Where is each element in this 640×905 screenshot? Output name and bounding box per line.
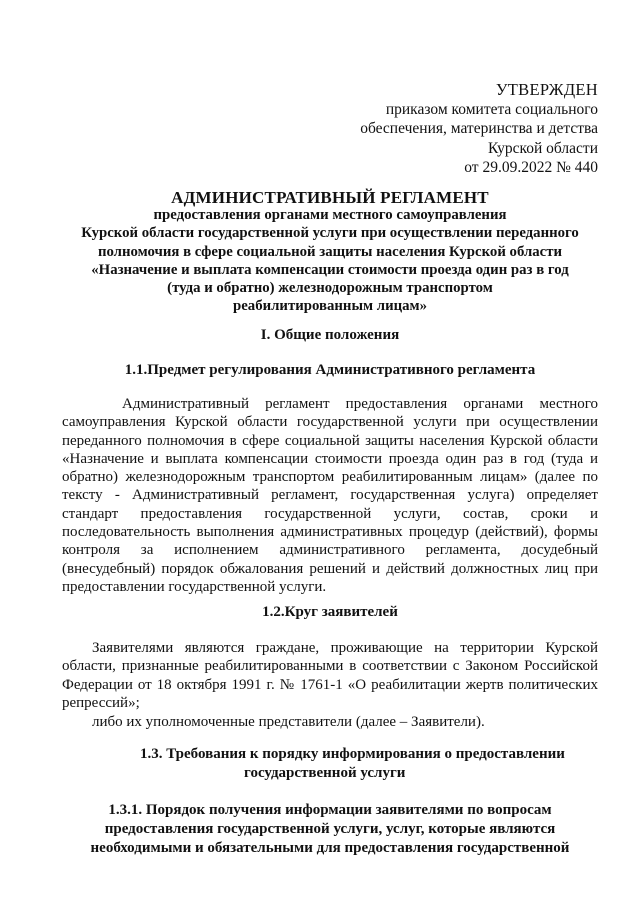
regulation-title: АДМИНИСТРАТИВНЫЙ РЕГЛАМЕНТ bbox=[171, 188, 489, 207]
section-heading-general: I. Общие положения bbox=[260, 327, 400, 343]
approval-line: Курской области bbox=[487, 139, 598, 157]
paragraph-subject bbox=[62, 395, 598, 596]
subtitle-line: «Назначение и выплата компенсации стоимости проезда один раз в год bbox=[91, 261, 569, 278]
subtitle-line: реабилитированным лицам» bbox=[233, 298, 427, 315]
section-heading-1-3 bbox=[140, 745, 600, 783]
paragraph-applicants bbox=[62, 639, 598, 712]
section-heading-1-3-1 bbox=[60, 801, 600, 858]
heading-line: 1.3.1. Порядок получения информации заявителями по вопросам bbox=[108, 802, 552, 818]
heading-line: 1.3. Требования к порядку информирования о предоставлении bbox=[140, 746, 565, 762]
regulation-subtitle bbox=[70, 206, 590, 316]
approval-block bbox=[360, 80, 598, 178]
approval-date-number: от 29.09.2022 № 440 bbox=[464, 159, 598, 176]
heading-line: необходимыми и обязательными для предоставления государственной bbox=[90, 840, 570, 856]
section-heading-1-1: 1.1.Предмет регулирования Административного регламента bbox=[124, 362, 536, 378]
subtitle-line: Курской области государственной услуги при осуществлении переданного bbox=[81, 225, 579, 242]
heading-line: предоставления государственной услуги, услуг, которые являются bbox=[104, 821, 556, 837]
subtitle-line: (туда и обратно) железнодорожным транспортом bbox=[167, 280, 493, 297]
section-heading-1-2: 1.2.Круг заявителей bbox=[262, 604, 398, 620]
heading-line: государственной услуги bbox=[244, 765, 406, 781]
subtitle-line: полномочия в сфере социальной защиты населения Курской области bbox=[97, 243, 563, 260]
paragraph-text: Административный регламент предоставления органами местного самоуправления Курской области государственной услуги при осуществлении переданного полномочия в сфере социальной защиты населения Курской области «Назначение и выплата компенсации стоимости проезда один раз в год (туда и обратно) железнодорожным транспортом реабилитированным лицам» (далее по тексту - Административный регламент, государственная услуга) определяет стандарт предоставления государственной услуги, состав, сроки и последовательность выполнения административных процедур (действий), формы контроля за исполнением административного регламента, досудебный (внесудебный) порядок обжалования решений и действий должностных лиц при предоставлении государственной услуги. bbox=[62, 396, 598, 595]
approval-line: приказом комитета социального bbox=[385, 100, 598, 118]
paragraph-representatives bbox=[62, 713, 598, 731]
approval-line: обеспечения, материнства и детства bbox=[360, 120, 598, 137]
paragraph-text: Заявителями являются граждане, проживающие на территории Курской области, признанные реабилитированными в соответствии с Законом Российской Федерации от 18 октября 1991 г. № 1761-1 «О реабилитации жертв политических репрессий»; bbox=[62, 640, 598, 711]
approval-title: УТВЕРЖДЕН bbox=[495, 80, 598, 99]
subtitle-line: предоставления органами местного самоуправления bbox=[153, 207, 507, 223]
paragraph-text: либо их уполномоченные представители (далее – Заявители). bbox=[92, 714, 485, 730]
